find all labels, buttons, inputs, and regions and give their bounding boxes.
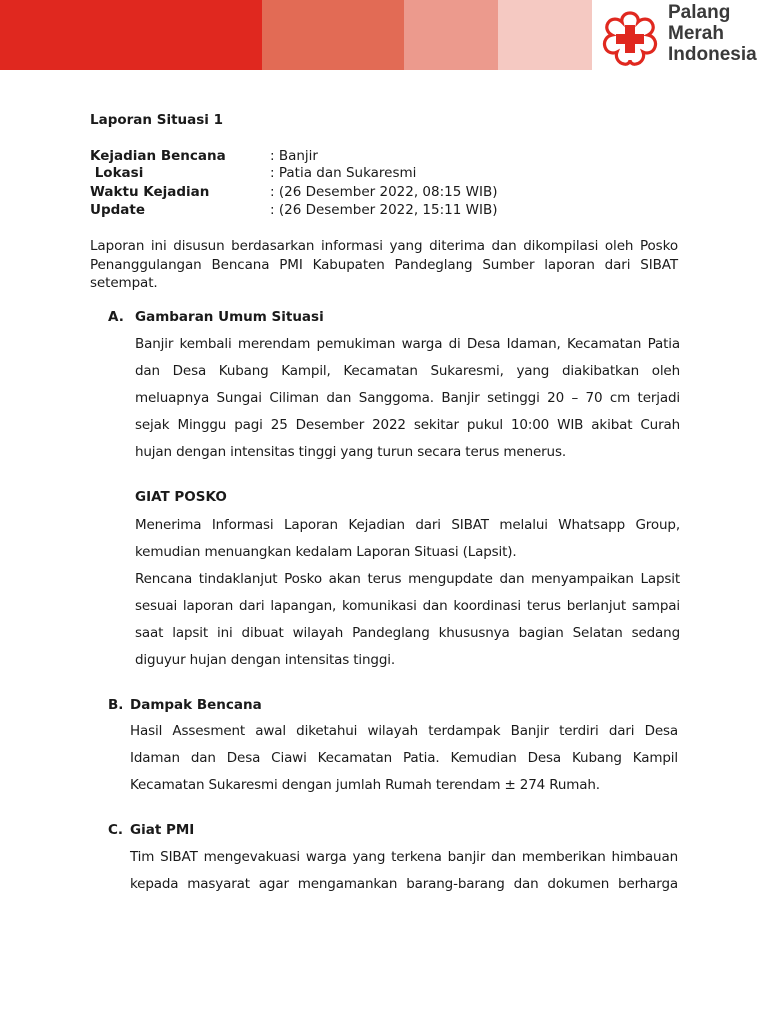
section-a-line: sejak Minggu pagi 25 Desember 2022 sekitar pukul 10:00 WIB akibat Curah (135, 417, 680, 433)
section-b-line: Idaman dan Desa Ciawi Kecamatan Patia. Kemudian Desa Kubang Kampil (130, 750, 678, 766)
header-segment-1 (0, 0, 262, 70)
section-b-line: Hasil Assesment awal diketahui wilayah terdampak Banjir terdiri dari Desa (130, 723, 678, 739)
header-segment-3 (404, 0, 498, 70)
section-b-title: Dampak Bencana (130, 697, 262, 713)
logo-line-1: Palang (668, 2, 731, 23)
logo-line-2: Merah (668, 23, 724, 44)
section-a-line: dan Desa Kubang Kampil, Kecamatan Sukaresmi, yang diakibatkan oleh (135, 363, 680, 379)
info-value-lokasi: : Patia dan Sukaresmi (270, 165, 417, 181)
section-a-line: Banjir kembali merendam pemukiman warga di Desa Idaman, Kecamatan Patia (135, 336, 680, 352)
logo-line-3: Indonesia (668, 44, 757, 65)
info-value-update: : (26 Desember 2022, 15:11 WIB) (270, 202, 498, 218)
section-c-line: kepada masyarat agar mengamankan barang-barang dan dokumen berharga (130, 876, 678, 892)
giat-posko-line: diguyur hujan dengan intensitas tinggi. (135, 652, 396, 668)
intro-paragraph: Laporan ini disusun berdasarkan informasi yang diterima dan dikompilasi oleh Posko Penanggulangan Bencana PMI Kabupaten Pandeglang Sumber laporan dari SIBAT setempat. (90, 238, 678, 291)
section-a-line: meluapnya Sungai Ciliman dan Sanggoma. Banjir setinggi 20 – 70 cm terjadi (135, 390, 680, 406)
section-b-line: Kecamatan Sukaresmi dengan jumlah Rumah terendam ± 274 Rumah. (130, 777, 600, 793)
logo-wordmark (668, 2, 757, 65)
info-value-waktu: : (26 Desember 2022, 08:15 WIB) (270, 184, 498, 200)
giat-posko-line: kemudian menuangkan kedalam Laporan Situasi (Lapsit). (135, 544, 517, 560)
section-a-marker: A. (108, 309, 124, 325)
header-segment-4 (498, 0, 592, 70)
section-b-marker: B. (108, 697, 124, 713)
header-segment-2 (262, 0, 404, 70)
giat-posko-line: saat lapsit ini dibuat wilayah Pandeglang khususnya bagian Selatan sedang (135, 625, 680, 641)
report-title: Laporan Situasi 1 (90, 112, 224, 128)
section-a-paragraph (135, 331, 680, 466)
section-b-paragraph (130, 718, 678, 799)
giat-posko-title: GIAT POSKO (135, 489, 227, 505)
giat-posko-paragraph (135, 512, 680, 674)
red-cross-flower-icon (600, 10, 660, 66)
info-label-waktu: Waktu Kejadian (90, 184, 210, 200)
giat-posko-line: sesuai laporan dari lapangan, komunikasi dan koordinasi terus berlanjut sampai (135, 598, 680, 614)
section-a-line: hujan dengan intensitas tinggi yang turun secara terus menerus. (135, 444, 566, 460)
section-c-line: Tim SIBAT mengevakuasi warga yang terkena banjir dan memberikan himbauan (130, 849, 678, 865)
info-label-kejadian: Kejadian Bencana (90, 148, 226, 164)
pmi-logo (598, 2, 768, 70)
info-value-kejadian: : Banjir (270, 148, 318, 164)
header-color-bar (0, 0, 592, 70)
giat-posko-line: Menerima Informasi Laporan Kejadian dari SIBAT melalui Whatsapp Group, (135, 517, 680, 533)
info-label-lokasi: Lokasi (90, 165, 144, 181)
giat-posko-line: Rencana tindaklanjut Posko akan terus mengupdate dan menyampaikan Lapsit (135, 571, 680, 587)
section-c-paragraph (130, 844, 678, 898)
info-label-update: Update (90, 202, 146, 218)
section-a-title: Gambaran Umum Situasi (135, 309, 324, 325)
section-c-title: Giat PMI (130, 822, 195, 838)
section-c-marker: C. (108, 822, 124, 838)
